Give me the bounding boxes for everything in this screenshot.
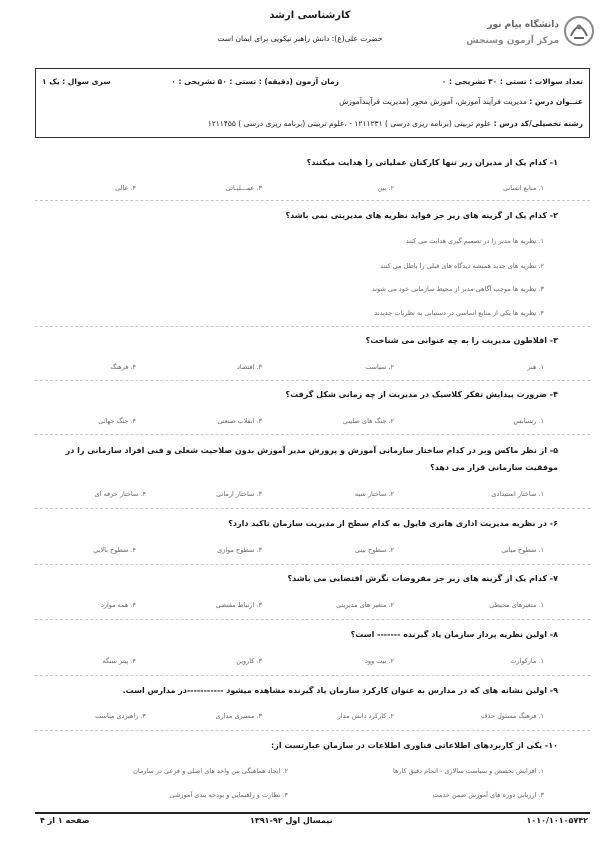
- question-1: ۱- کدام یک از مدیران زیر تنها کارکنان عملیاتی را هدایت میکنند؟: [306, 158, 558, 167]
- university-name: دانشگاه پیام نور: [487, 20, 559, 30]
- divider: [35, 730, 590, 731]
- question-6-option-2[interactable]: ۲. سطوح بینی: [354, 546, 394, 554]
- question-7-option-3[interactable]: ۳. ارتباط مفتضی: [215, 601, 262, 609]
- field-label: رشته تحصیلی/کد درس :: [493, 119, 583, 128]
- question-8-option-2[interactable]: ۲. بیت وود: [364, 657, 394, 665]
- exam-code: ۱۰۱۰/۱۰۱۰۵۷۴۲: [526, 816, 588, 825]
- question-10-option-1[interactable]: ۱. افزایش تخصص و سیاست سالاری - انجام دقیق کارها: [392, 767, 544, 775]
- question-8-option-1[interactable]: ۱. مارکوارت: [510, 657, 544, 665]
- university-logo-icon: [563, 14, 595, 48]
- question-7-option-2[interactable]: ۲. متغیر های مدیریتی: [336, 601, 394, 609]
- question-2-option-1[interactable]: ۱. نظریه ها مدیر را در تصمیم گیری هدایت می کنند: [405, 237, 544, 245]
- question-3: ۳- افلاطون مدیریت را به چه عنوانی می شناخت؟: [365, 336, 558, 345]
- header-quote: حضرت علی(ع): دانش راهبر نیکویی برای ایمان است: [217, 34, 383, 43]
- question-4: ۴- ضرورت پیدایش تفکر کلاسیک در مدیریت از چه زمانی شکل گرفت؟: [285, 390, 558, 399]
- question-count: تعداد سوالات : تستی : ۳۰ تشریحی : ۰: [441, 77, 583, 86]
- question-9-option-1[interactable]: ۱. فرهنگ مسئول حذف: [480, 712, 544, 720]
- question-9-option-2[interactable]: ۲. کارکرد دانش مدار: [337, 712, 394, 720]
- university-logo: [455, 10, 595, 58]
- center-name: مرکز آزمون وسنجش: [466, 36, 559, 46]
- divider: [35, 619, 590, 620]
- question-2-option-3[interactable]: ۳. نظریه ها موجب آگاهی مدیر از محیط سازمانی خود می شوند: [371, 285, 544, 293]
- course-title: مدیریت فرآیند آموزش، آموزش محور (مدیریت فرآیندآموزش: [339, 97, 527, 106]
- question-4-option-2[interactable]: ۲. جنگ های صلیبی: [342, 417, 394, 425]
- question-2: ۲- کدام یک از گزینه های زیر جز فواید نظریه های مدیریتی نمی باشد؟: [285, 211, 558, 220]
- divider: [35, 675, 590, 676]
- question-5-option-4[interactable]: ۴. ساختار حرفه ای: [94, 490, 146, 498]
- question-4-option-4[interactable]: ۴. جنگ جهانی: [98, 417, 136, 425]
- question-3-option-2[interactable]: ۲. سیاست: [365, 363, 394, 371]
- question-3-option-4[interactable]: ۴. فرهنگ: [110, 363, 136, 371]
- course-title-label: عنــوان درس :: [529, 97, 583, 106]
- footer-rule: [35, 812, 590, 814]
- question-7: ۷- کدام یک از گزینه های زیر جز مفروضات نگرش اقتضایی می باشد؟: [287, 574, 558, 583]
- question-5: ۵- از نظر ماکس وبر در کدام ساختار سازمانی آموزش و پرورش مدیر آموزش بدون صلاحیت شغلی و فنی افراد سازمانی را در موفقیت سازمانی قرار می دهد؟: [65, 446, 558, 472]
- divider: [35, 200, 590, 201]
- question-series: سری سوال : یک ۱: [42, 77, 111, 86]
- question-5-option-3[interactable]: ۳. ساختار ارمانی: [216, 490, 262, 498]
- question-6-option-3[interactable]: ۳. سطوح موازی: [217, 546, 262, 554]
- question-7-option-4[interactable]: ۴. همه موارد: [100, 601, 136, 609]
- question-10-option-2[interactable]: ۲. ایجاد هماهنگی بین واحد های اصلی و فرعی در سازمان: [133, 767, 288, 775]
- exam-level-title: کارشناسی ارشد: [269, 10, 351, 21]
- question-5-option-1[interactable]: ۱. ساختار استبدادی: [491, 490, 544, 498]
- question-1-option-4[interactable]: ۴. عالی: [115, 184, 136, 192]
- question-9-option-3[interactable]: ۳. مسیری مداری: [215, 712, 262, 720]
- divider: [35, 380, 590, 381]
- question-1-option-1[interactable]: ۱. منابع انسانی: [502, 184, 544, 192]
- question-6-option-4[interactable]: ۴. سطوح بالایی: [93, 546, 136, 554]
- divider: [35, 434, 590, 435]
- question-1-option-3[interactable]: ۳. عمـــلیـاتی: [225, 184, 262, 192]
- question-8: ۸- اولین نظریه پرداز سازمان یاد گیرنده ------- است؟: [350, 630, 558, 639]
- question-9-option-4[interactable]: ۴. راهبردی مناسب: [95, 712, 146, 720]
- question-2-option-2[interactable]: ۲. نظریه های جدید همیشه دیدگاه های قبلی را باطل می کنند: [380, 262, 544, 270]
- course-title-row: [339, 97, 583, 106]
- question-8-option-4[interactable]: ۴. پیتر سنگه: [102, 657, 136, 665]
- question-3-option-3[interactable]: ۳. اقتصاد: [236, 363, 262, 371]
- question-10-option-3[interactable]: ۳. ارزیابی دوره های آموزش ضمن خدمت: [432, 791, 544, 799]
- question-9: ۹- اولین نشانه های که در مدارس به عنوان کارکرد سازمان یاد گیرنده مشاهده میشود -----------در مدارس است.: [122, 686, 558, 695]
- question-8-option-3[interactable]: ۳. کاروین: [236, 657, 262, 665]
- question-4-option-3[interactable]: ۳. انقلاب صنعتی: [217, 417, 262, 425]
- question-4-option-1[interactable]: ۱. رنسانس: [513, 417, 544, 425]
- question-10: ۱۰- یکی از کاربردهای اطلاعاتی فناوری اطلاعات در سازمان عبارتست از:: [271, 741, 558, 750]
- exam-time: زمان آزمون (دقیقه) : تستی : ۵۰ تشریحی : ۰: [171, 77, 339, 86]
- question-5-option-2[interactable]: ۲. ساختار شبه: [354, 490, 394, 498]
- question-6-option-1[interactable]: ۱. سطوح میانی: [501, 546, 544, 554]
- divider: [35, 326, 590, 327]
- field-row: [208, 119, 583, 128]
- question-1-option-2[interactable]: ۲. بین: [377, 184, 394, 192]
- question-3-option-1[interactable]: ۱. هنر: [527, 363, 544, 371]
- exam-info-box: [35, 68, 590, 138]
- question-10-option-4[interactable]: ۴. نظارت و راهنمایی و بودجه بندی آموزشی: [169, 791, 288, 799]
- divider: [35, 564, 590, 565]
- page-number: صفحه ۱ از ۴: [40, 816, 90, 825]
- question-7-option-1[interactable]: ۱. متغیرهای محیطی: [489, 601, 544, 609]
- question-2-option-4[interactable]: ۴. نظریه ها یکی از منابع اساسی در دستیابی به نظریات جدیدند: [374, 309, 544, 317]
- question-6: ۶- در نظریه مدیریت اداری هانری فایول به کدام سطح از مدیریت سازمان تاکید دارد؟: [228, 519, 558, 528]
- divider: [35, 508, 590, 509]
- term-label: نیمسال اول ۹۲-۱۳۹۱: [250, 816, 333, 825]
- field-value: علوم تربیتی (برنامه ریزی درسی ) ۱۲۱۱۲۳۱ - ،علوم تربیتی (برنامه ریزی درسی ) ۱۲۱۱۴۵۵: [207, 119, 492, 128]
